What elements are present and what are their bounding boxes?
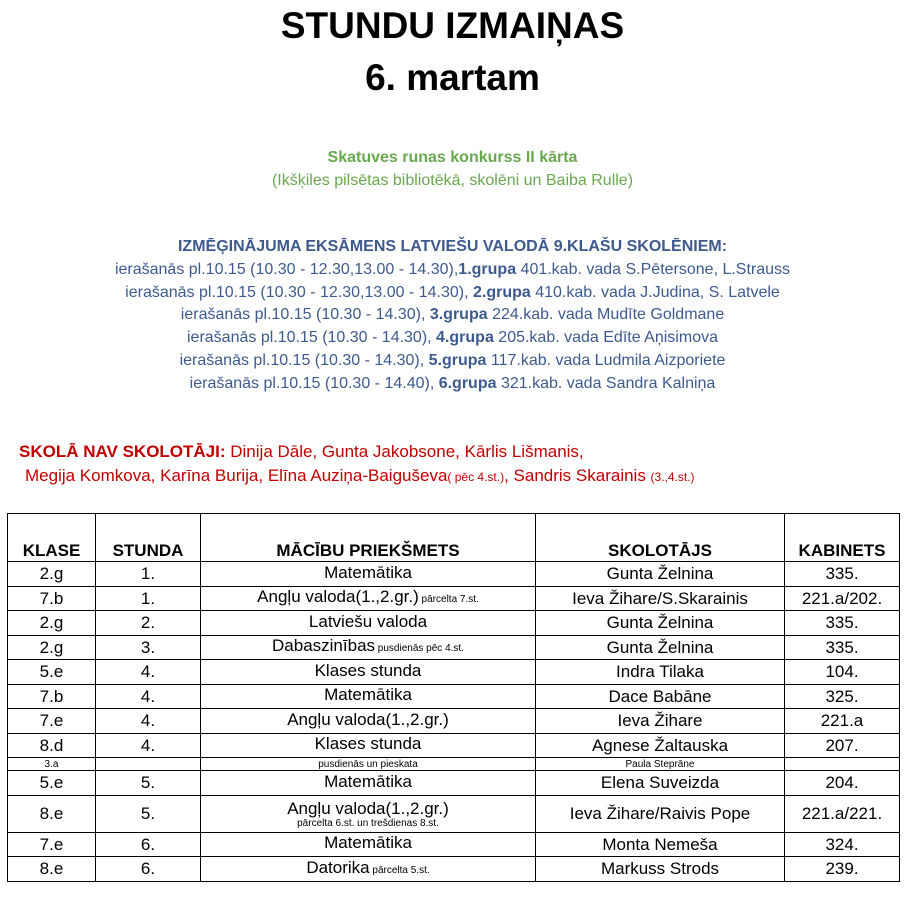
exam-section	[0, 236, 905, 396]
table-row	[8, 857, 900, 882]
cell-teacher: Dace Babāne	[536, 684, 785, 709]
cell-subject: Angļu valoda(1.,2.gr.) pārcelta 6.st. un trešdienas 8.st.	[201, 795, 536, 832]
cell-klase: 8.e	[8, 795, 96, 832]
table-row	[8, 562, 900, 587]
cell-subject: Dabaszinības pusdienās pēc 4.st.	[201, 635, 536, 660]
cell-klase: 7.e	[8, 709, 96, 734]
header-klase: KLASE	[8, 514, 96, 562]
cell-subject: Matemātika	[201, 771, 536, 796]
cell-klase: 2.g	[8, 611, 96, 636]
table-row	[8, 832, 900, 857]
cell-stunda: 5.	[96, 795, 201, 832]
cell-room: 104.	[785, 660, 900, 685]
cell-stunda: 5.	[96, 771, 201, 796]
cell-teacher: Ieva Žihare/S.Skarainis	[536, 586, 785, 611]
absent-line-2: Megija Komkova, Karīna Burija, Elīna Auziņa-Baiguševa( pēc 4.st.), Sandris Skarainis (3.,4.st.)	[25, 466, 695, 485]
cell-klase: 5.e	[8, 660, 96, 685]
cell-subject: Matemātika	[201, 684, 536, 709]
cell-stunda: 1.	[96, 586, 201, 611]
cell-teacher: Ieva Žihare	[536, 709, 785, 734]
cell-teacher: Elena Suveizda	[536, 771, 785, 796]
cell-teacher: Markuss Strods	[536, 857, 785, 882]
table-row	[8, 684, 900, 709]
table-row	[8, 733, 900, 758]
table-row	[8, 795, 900, 832]
cell-subject: Matemātika	[201, 832, 536, 857]
cell-teacher: Agnese Žaltauska	[536, 733, 785, 758]
cell-room	[785, 758, 900, 771]
table-row	[8, 660, 900, 685]
table-row	[8, 635, 900, 660]
cell-room: 324.	[785, 832, 900, 857]
cell-room: 221.a/221.	[785, 795, 900, 832]
cell-klase: 3.a	[8, 758, 96, 771]
cell-stunda: 1.	[96, 562, 201, 587]
cell-klase: 8.d	[8, 733, 96, 758]
page-title: STUNDU IZMAIŅAS	[280, 5, 625, 46]
cell-stunda: 4.	[96, 684, 201, 709]
cell-room: 207.	[785, 733, 900, 758]
exam-line: ierašanās pl.10.15 (10.30 - 12.30,13.00 - 14.30), 2.grupa 410.kab. vada J.Judina, S. Latvele	[125, 283, 780, 301]
table-header-row	[8, 514, 900, 562]
cell-klase: 7.b	[8, 684, 96, 709]
cell-klase: 2.g	[8, 635, 96, 660]
table-row	[8, 611, 900, 636]
absent-teachers	[19, 440, 695, 489]
event-title: Skatuves runas konkurss II kārta	[327, 149, 578, 166]
absent-line-1: SKOLĀ NAV SKOLOTĀJI: Dinija Dāle, Gunta Jakobsone, Kārlis Lišmanis,	[19, 442, 584, 461]
exam-line: ierašanās pl.10.15 (10.30 - 14.40), 6.grupa 321.kab. vada Sandra Kalniņa	[189, 374, 716, 392]
cell-stunda: 2.	[96, 611, 201, 636]
cell-room: 335.	[785, 611, 900, 636]
cell-subject: Angļu valoda(1.,2.gr.)	[201, 709, 536, 734]
cell-stunda: 6.	[96, 857, 201, 882]
table-row	[8, 709, 900, 734]
cell-stunda: 3.	[96, 635, 201, 660]
cell-klase: 5.e	[8, 771, 96, 796]
cell-stunda: 6.	[96, 832, 201, 857]
exam-line: ierašanās pl.10.15 (10.30 - 12.30,13.00 - 14.30),1.grupa 401.kab. vada S.Pētersone, L.Strauss	[114, 260, 791, 278]
cell-stunda: 4.	[96, 709, 201, 734]
changes-table	[7, 513, 900, 882]
cell-klase: 7.e	[8, 832, 96, 857]
cell-teacher: Gunta Želnina	[536, 611, 785, 636]
exam-heading: IZMĒĢINĀJUMA EKSĀMENS LATVIEŠU VALODĀ 9.KLAŠU SKOLĒNIEM:	[177, 238, 728, 255]
exam-line: ierašanās pl.10.15 (10.30 - 14.30), 5.grupa 117.kab. vada Ludmila Aizporiete	[179, 351, 726, 369]
cell-stunda: 4.	[96, 660, 201, 685]
exam-line: ierašanās pl.10.15 (10.30 - 14.30), 3.grupa 224.kab. vada Mudīte Goldmane	[180, 306, 725, 324]
table-row	[8, 586, 900, 611]
table-row	[8, 771, 900, 796]
header-teacher: SKOLOTĀJS	[536, 514, 785, 562]
header-stunda: STUNDA	[96, 514, 201, 562]
table-row	[8, 758, 900, 771]
cell-klase: 7.b	[8, 586, 96, 611]
event-details: (Ikšķiles pilsētas bibliotēkā, skolēni un Baiba Rulle)	[271, 172, 634, 189]
cell-room: 204.	[785, 771, 900, 796]
exam-line: ierašanās pl.10.15 (10.30 - 14.30), 4.grupa 205.kab. vada Edīte Aņisimova	[187, 329, 718, 347]
cell-klase: 2.g	[8, 562, 96, 587]
cell-subject: Klases stunda	[201, 733, 536, 758]
cell-subject: Matemātika	[201, 562, 536, 587]
cell-teacher: Gunta Želnina	[536, 562, 785, 587]
cell-teacher: Ieva Žihare/Raivis Pope	[536, 795, 785, 832]
cell-stunda: 4.	[96, 733, 201, 758]
cell-teacher: Gunta Želnina	[536, 635, 785, 660]
cell-subject: Klases stunda	[201, 660, 536, 685]
header-subject: MĀCĪBU PRIEKŠMETS	[201, 514, 536, 562]
cell-room: 221.a	[785, 709, 900, 734]
cell-klase: 8.e	[8, 857, 96, 882]
cell-subject: Latviešu valoda	[201, 611, 536, 636]
cell-room: 239.	[785, 857, 900, 882]
cell-subject: Angļu valoda(1.,2.gr.) pārcelta 7.st.	[201, 586, 536, 611]
cell-room: 335.	[785, 562, 900, 587]
absent-label: SKOLĀ NAV SKOLOTĀJI:	[19, 442, 226, 461]
cell-teacher: Monta Nemeša	[536, 832, 785, 857]
cell-room: 335.	[785, 635, 900, 660]
cell-subject: pusdienās un pieskata	[201, 758, 536, 771]
cell-teacher: Indra Tilaka	[536, 660, 785, 685]
page-subtitle-date: 6. martam	[365, 57, 540, 98]
cell-room: 221.a/202.	[785, 586, 900, 611]
cell-room: 325.	[785, 684, 900, 709]
header-room: KABINETS	[785, 514, 900, 562]
cell-subject: Datorika pārcelta 5.st.	[201, 857, 536, 882]
cell-stunda	[96, 758, 201, 771]
cell-teacher: Paula Steprāne	[536, 758, 785, 771]
